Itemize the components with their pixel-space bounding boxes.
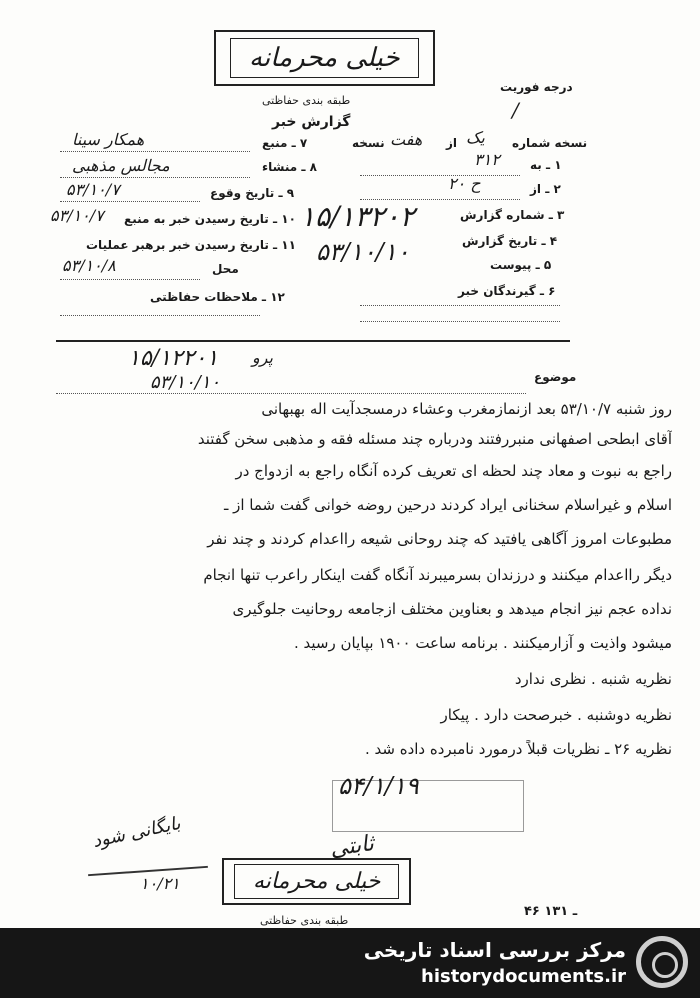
body-line-2: آقای ابطحی اصفهانی منبررفتند ودرباره چند مسئله فقه و مذهبی سخن گفتند: [197, 430, 672, 448]
body-line-8: میشود واذیت و آزارمیکنند . برنامه ساعت ۱۹۰۰ بپایان رسید .: [293, 634, 672, 652]
field-from-value: ح ۲۰: [448, 174, 481, 193]
subject-line: [56, 392, 526, 394]
top-stamp-text: خیلی محرمانه: [230, 38, 419, 78]
copy-number-value: یک: [466, 128, 485, 147]
field-to-line: [360, 174, 520, 176]
field-to-value: ۳۱۲: [474, 150, 500, 169]
top-classification-stamp: [214, 30, 435, 86]
field-event-date-label: ۹ ـ تاریخ وقوع: [210, 186, 295, 200]
header-separator: [56, 340, 570, 342]
date-stamp-value: ۵۴/۱/۱۹: [338, 772, 419, 800]
field-place-value: ۵۳/۱۰/۸: [62, 256, 116, 275]
subject-tag: پرو: [252, 348, 274, 367]
field-recipients-label: ۶ ـ گیرندگان خبر: [458, 284, 556, 298]
copy-number-label: نسخه شماره: [512, 136, 588, 150]
field-origin-label: ۸ ـ منشاء: [262, 160, 317, 174]
priority-label: درجه فوریت: [500, 80, 573, 94]
copy-suffix-label: نسخه: [352, 136, 385, 150]
body-line-5: مطبوعات امروز آگاهی یافتید که چند روحانی شیعه رااعدام کردند و چند نفر: [207, 530, 672, 548]
report-title: گزارش خبر: [272, 114, 351, 130]
field-place-label: محل: [212, 262, 239, 276]
priority-value: /: [512, 98, 519, 122]
field-source-received-label: ۱۰ ـ تاریخ رسیدن خبر به منبع: [124, 212, 296, 226]
field-origin-line: [60, 176, 250, 178]
body-line-4: اسلام و غیراسلام سخنانی ایراد کردند درحین روضه خوانی گفت شما از ـ: [223, 496, 672, 514]
handwritten-date: ۱۰/۲۱: [140, 874, 180, 893]
field-security-notes-line: [60, 314, 260, 316]
subject-label: موضوع: [534, 370, 577, 384]
footer-url[interactable]: historydocuments.ir: [421, 966, 626, 987]
body-line-11: نظریه ۲۶ ـ نظریات قبلاً درمورد نامبرده داده شد .: [364, 740, 672, 758]
field-attachment-label: ۵ ـ پیوست: [490, 258, 552, 272]
body-line-6: دیگر رااعدام میکنند و درزندان بسرمیبرند آنگاه گفت اینکار راعرب تنها انجام: [203, 566, 672, 584]
field-source-received-value: ۵۳/۱۰/۷: [50, 206, 104, 225]
field-security-notes-label: ۱۲ ـ ملاحظات حفاظتی: [150, 290, 285, 304]
subject-date: ۵۳/۱۰/۱۰: [150, 372, 221, 393]
body-line-3: راجع به نبوت و معاد چند لحظه ای تعریف کرده آنگاه راجع به ازدواج در: [235, 462, 672, 480]
body-line-7: نداده عجم نیز انجام میدهد و بعناوین مختلف ازجامعه روحانیت جلوگیری: [232, 600, 672, 618]
subject-number: ۱۵/۱۲۲۰۱: [128, 346, 219, 371]
field-report-date-label: ۴ ـ تاریخ گزارش: [462, 234, 558, 248]
field-from-label: ۲ ـ از: [530, 182, 561, 196]
field-event-date-line: [60, 200, 200, 202]
handwritten-reference-date: ۵۳/۱۰/۱۰: [316, 238, 410, 266]
field-recipients-line-2: [360, 320, 560, 322]
field-ops-received-label: ۱۱ ـ تاریخ رسیدن خبر برهبر عملیات: [86, 238, 296, 252]
top-classification-label: طبقه بندی حفاظتی: [262, 94, 351, 107]
handwritten-reference-number: ۱۵/۱۳۲۰۲: [300, 200, 415, 233]
field-to-label: ۱ ـ به: [530, 158, 562, 172]
body-line-1: روز شنبه ۵۳/۱۰/۷ بعد ازنمازمغرب وعشاء درمسجدآیت اله بهبهانی: [261, 400, 672, 418]
field-source-value: همکار سینا: [72, 130, 145, 149]
field-report-number-label: ۳ ـ شماره گزارش: [460, 208, 565, 222]
bottom-stamp-text: خیلی محرمانه: [234, 864, 399, 899]
body-line-10: نظریه دوشنبه . خبرصحت دارد . پیکار: [440, 706, 672, 724]
copy-of-label: از: [446, 136, 458, 150]
field-recipients-line-1: [360, 304, 560, 306]
copy-total-value: هفت: [390, 130, 423, 149]
page-code: ۴۶ ـ ۱۳۱: [524, 904, 578, 919]
field-source-line: [60, 150, 250, 152]
signature: ثابتی: [328, 831, 376, 862]
body-line-9: نظریه شنبه . نظری ندارد: [514, 670, 672, 688]
footer-title: مرکز بررسی اسناد تاریخی: [363, 938, 626, 962]
field-place-line: [60, 278, 200, 280]
field-source-label: ۷ ـ منبع: [262, 136, 308, 150]
field-origin-value: مجالس مذهبی: [72, 156, 170, 175]
archive-logo-icon: [636, 936, 688, 988]
field-event-date-value: ۵۳/۱۰/۷: [66, 180, 120, 199]
bottom-classification-stamp: [222, 858, 411, 905]
bottom-classification-label: طبقه بندی حفاظتی: [260, 914, 349, 927]
handwritten-note: بایگانی شود: [90, 812, 183, 853]
